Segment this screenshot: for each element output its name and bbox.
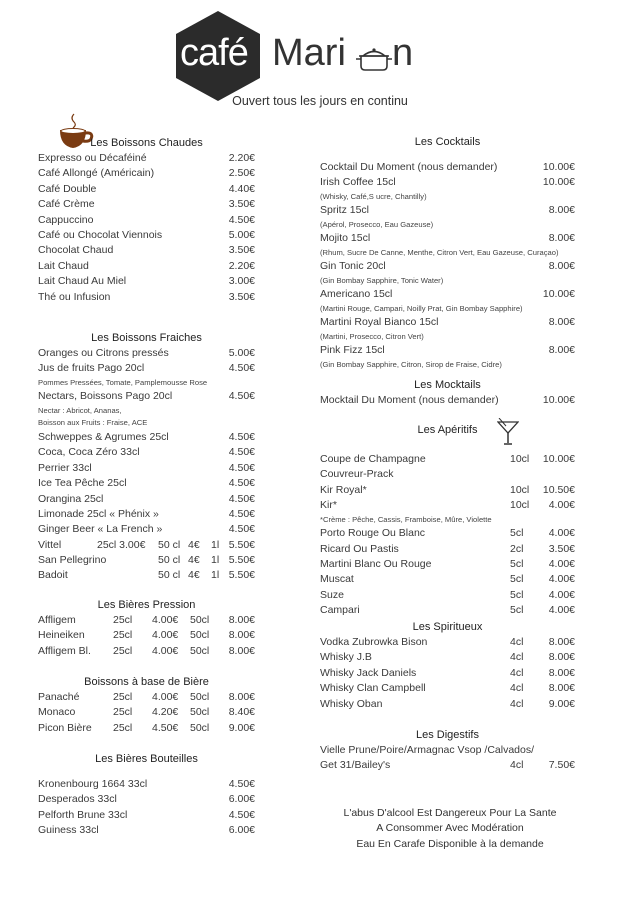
logo-marion-end: n — [392, 32, 414, 74]
item-name: Muscat — [320, 573, 354, 586]
menu-item — [38, 182, 255, 197]
large-size: 1l — [211, 569, 220, 582]
menu-item — [38, 445, 255, 460]
item-volume: 4cl — [510, 759, 524, 772]
item-price: 4.50€ — [228, 477, 255, 490]
item-name: Couvreur-Prack — [320, 468, 394, 481]
menu-item — [38, 389, 255, 404]
item-price: 9.00€ — [548, 697, 575, 710]
item-price: 8.00€ — [548, 344, 575, 357]
section-base — [38, 674, 255, 736]
item-name: Café Allongé (Américain) — [38, 167, 155, 180]
item-description: (Gin Bombay Sapphire, Tonic Water) — [320, 275, 444, 285]
item-price: 4.50€ — [228, 390, 255, 403]
menu-item — [38, 492, 255, 507]
item-price: 8.00€ — [548, 316, 575, 329]
menu-item — [320, 175, 575, 190]
item-price: 4.00€ — [548, 588, 575, 601]
logo-cafe: café — [180, 32, 248, 74]
section-hot — [38, 135, 255, 305]
item-price: 4.50€ — [228, 213, 255, 226]
item-price: 8.00€ — [228, 644, 255, 657]
item-name: Kir* — [320, 499, 337, 512]
footer-line: A Consommer Avec Modération — [376, 822, 524, 835]
menu-item — [38, 568, 255, 583]
menu-item — [320, 758, 575, 773]
large-size: 50cl — [190, 644, 210, 657]
item-price: 3.50€ — [228, 198, 255, 211]
item-name: Coca, Coca Zéro 33cl — [38, 446, 140, 459]
item-name: Thé ou Infusion — [38, 290, 111, 303]
item-price: 5.50€ — [228, 569, 255, 582]
item-price: 4.50€ — [228, 778, 255, 790]
item-price: 9.00€ — [228, 721, 255, 734]
item-name: Picon Bière — [38, 721, 92, 734]
menu-item — [38, 259, 255, 274]
section-mocktails — [320, 377, 575, 408]
menu-item — [38, 721, 255, 736]
item-price: 2.20€ — [228, 152, 255, 164]
item-description: (Apérol, Prosecco, Eau Gazeuse) — [320, 219, 434, 229]
item-name: Martini Blanc Ou Rouge — [320, 557, 432, 570]
item-name: Panaché — [38, 691, 80, 703]
item-name: Expresso ou Décaféiné — [38, 152, 147, 164]
menu-item — [38, 613, 255, 628]
item-price: 4.00€ — [548, 604, 575, 617]
item-name: Affligem Bl. — [38, 644, 91, 657]
menu-item — [320, 343, 575, 358]
section-title: Les Bières Pression — [97, 599, 196, 611]
item-price: 6.00€ — [228, 824, 255, 837]
item-price: 8.00€ — [548, 260, 575, 273]
menu-item — [38, 522, 255, 537]
item-volume: 10cl — [510, 483, 530, 496]
large-size: 50cl — [190, 629, 210, 642]
section-pression — [38, 597, 255, 659]
item-price: 10.00€ — [542, 288, 575, 301]
large-size: 50cl — [190, 706, 210, 719]
menu-item — [320, 635, 575, 650]
section-spirits — [320, 619, 575, 712]
item-volume: 4cl — [510, 666, 524, 679]
item-name: Martini Royal Bianco 15cl — [320, 316, 439, 329]
menu-item — [320, 526, 575, 541]
small-size: 25cl — [113, 614, 133, 626]
menu-item — [38, 538, 255, 553]
medium-price: 4€ — [188, 538, 200, 551]
item-name: Schweppes & Agrumes 25cl — [38, 430, 169, 443]
item-volume: 10cl — [510, 453, 530, 465]
item-name: Coupe de Champagne — [320, 453, 426, 465]
menu-item — [38, 690, 255, 705]
section-title: Les Spiritueux — [412, 621, 483, 633]
item-price: 4.00€ — [548, 557, 575, 570]
menu-item — [38, 430, 255, 445]
item-name: Cocktail Du Moment (nous demander) — [320, 161, 498, 173]
item-description: Boisson aux Fruits : Fraise, ACE — [38, 418, 148, 428]
menu-item — [38, 823, 255, 838]
menu-item — [320, 650, 575, 665]
small-size: 25cl — [113, 691, 133, 703]
large-size: 1l — [211, 538, 220, 551]
item-price: 4.00€ — [548, 573, 575, 586]
item-name: Kronenbourg 1664 33cl — [38, 778, 148, 790]
item-price: 3.00€ — [228, 275, 255, 288]
small-size: 25cl — [113, 706, 133, 719]
item-name: Vielle Prune/Poire/Armagnac Vsop /Calvados/ — [320, 744, 535, 756]
item-name: Americano 15cl — [320, 288, 393, 301]
menu-item — [38, 361, 255, 376]
small-price: 4.00€ — [152, 629, 179, 642]
menu-item — [320, 498, 575, 513]
item-name: Ricard Ou Pastis — [320, 542, 399, 555]
item-volume: 4cl — [510, 697, 524, 710]
item-name: Orangina 25cl — [38, 492, 104, 505]
item-price: 4.50€ — [228, 461, 255, 474]
item-name: Café ou Chocolat Viennois — [38, 228, 163, 241]
small-price: 4.00€ — [152, 691, 179, 703]
item-price: 5.00€ — [228, 347, 255, 359]
section-bottles — [38, 751, 255, 839]
item-volume: 10cl — [510, 499, 530, 512]
item-price: 4.50€ — [228, 492, 255, 505]
item-name: Ice Tea Pêche 25cl — [38, 477, 127, 490]
item-price: 7.50€ — [548, 759, 575, 772]
menu-item — [320, 681, 575, 696]
menu-item — [320, 572, 575, 587]
item-description: (Gin Bombay Sapphire, Citron, Sirop de Fraise, Cidre) — [320, 359, 502, 369]
item-price: 8.00€ — [548, 204, 575, 217]
footer-line: Eau En Carafe Disponible à la demande — [356, 837, 544, 850]
item-name: Whisky Clan Campbell — [320, 682, 426, 695]
footer-notice — [300, 806, 600, 852]
item-price: 4.50€ — [228, 808, 255, 821]
section-title: Les Boissons Fraiches — [91, 332, 202, 344]
item-name: Chocolat Chaud — [38, 244, 114, 257]
menu-item — [38, 628, 255, 643]
item-price: 10.00€ — [542, 394, 575, 406]
menu-item — [38, 777, 255, 792]
menu-item — [320, 160, 575, 175]
item-description: *Crème : Pêche, Cassis, Framboise, Mûre, Violette — [320, 514, 492, 524]
medium-price: 4€ — [188, 569, 200, 582]
menu-item — [320, 542, 575, 557]
item-name: Whisky J.B — [320, 651, 372, 664]
item-price: 4.40€ — [228, 182, 255, 195]
menu-item — [38, 507, 255, 522]
item-name: Vittel — [38, 538, 62, 551]
item-name: Porto Rouge Ou Blanc — [320, 527, 426, 540]
item-name: Perrier 33cl — [38, 461, 92, 474]
menu-item — [320, 666, 575, 681]
item-name: Café Double — [38, 182, 97, 195]
small-price: 4.00€ — [152, 644, 179, 657]
item-name: San Pellegrino — [38, 554, 107, 567]
item-volume: 5cl — [510, 557, 524, 570]
item-name: Lait Chaud Au Miel — [38, 275, 127, 288]
item-price: 8.00€ — [548, 651, 575, 664]
item-price: 10.50€ — [542, 483, 575, 496]
menu-item — [38, 792, 255, 807]
item-name: Campari — [320, 604, 360, 617]
cooking-pot-icon — [355, 46, 393, 72]
menu-item — [38, 808, 255, 823]
medium-size: 50 cl — [158, 554, 181, 567]
item-name: Spritz 15cl — [320, 204, 370, 217]
menu-item — [320, 588, 575, 603]
menu-item — [320, 287, 575, 302]
item-price: 5.50€ — [228, 554, 255, 567]
section-title: Boissons à base de Bière — [84, 676, 209, 688]
item-name: Café Crème — [38, 198, 95, 211]
item-volume: 5cl — [510, 604, 524, 617]
item-name: Irish Coffee 15cl — [320, 176, 396, 189]
menu-item — [38, 644, 255, 659]
menu-item — [320, 452, 575, 467]
medium-size: 50 cl — [158, 538, 181, 551]
menu-item — [320, 697, 575, 712]
menu-item — [38, 705, 255, 720]
footer-line: L'abus D'alcool Est Dangereux Pour La Sante — [343, 807, 557, 819]
item-price: 8.00€ — [548, 636, 575, 648]
section-title: Les Digestifs — [416, 729, 479, 741]
item-price: 4.50€ — [228, 446, 255, 459]
item-name: Mojito 15cl — [320, 232, 371, 245]
small-price: 4.20€ — [152, 706, 179, 719]
item-price: 3.50€ — [228, 290, 255, 303]
item-price: 2.20€ — [228, 259, 255, 272]
item-price: 5.00€ — [228, 228, 255, 241]
item-name: Kir Royal* — [320, 483, 367, 496]
menu-item — [320, 483, 575, 498]
item-name: Heineiken — [38, 629, 85, 642]
menu-item — [320, 467, 575, 482]
item-name: Pink Fizz 15cl — [320, 344, 385, 357]
item-price: 4.50€ — [228, 430, 255, 443]
small-size: 25cl — [113, 629, 133, 642]
item-name: Jus de fruits Pago 20cl — [38, 362, 145, 375]
item-price: 5.50€ — [228, 538, 255, 551]
menu-item — [38, 166, 255, 181]
item-price: 4.50€ — [228, 523, 255, 536]
section-title: Les Bières Bouteilles — [95, 753, 198, 765]
menu-item — [320, 743, 575, 758]
item-price: 4.50€ — [228, 362, 255, 375]
item-price: 8.00€ — [548, 666, 575, 679]
opening-hours: Ouvert tous les jours en continu — [232, 94, 408, 108]
item-price: 8.00€ — [548, 682, 575, 695]
item-volume: 4cl — [510, 682, 524, 695]
menu-item — [38, 346, 255, 361]
item-volume: 4cl — [510, 651, 524, 664]
large-size: 50cl — [190, 721, 210, 734]
item-name: Guiness 33cl — [38, 824, 99, 837]
menu-item — [38, 228, 255, 243]
menu-item — [320, 393, 575, 408]
item-name: Whisky Jack Daniels — [320, 666, 417, 679]
item-name: Get 31/Bailey's — [320, 759, 391, 772]
section-title: Les Boissons Chaudes — [90, 137, 203, 149]
menu-item — [38, 290, 255, 305]
item-name: Lait Chaud — [38, 259, 89, 272]
item-name: Limonade 25cl « Phénix » — [38, 507, 159, 520]
item-price: 8.00€ — [228, 614, 255, 626]
small-size: 25cl — [113, 644, 133, 657]
menu-item — [320, 259, 575, 274]
item-price: 8.40€ — [228, 706, 255, 719]
section-title: Les Mocktails — [414, 379, 481, 391]
item-name: Oranges ou Citrons pressés — [38, 347, 169, 359]
item-name: Desperados 33cl — [38, 793, 117, 806]
item-price: 4.00€ — [548, 499, 575, 512]
section-digestifs — [320, 727, 575, 774]
item-name: Cappuccino — [38, 213, 94, 226]
item-name: Ginger Beer « La French » — [38, 523, 163, 536]
small-price: 4.00€ — [152, 614, 179, 626]
item-price: 10.00€ — [542, 453, 575, 465]
large-size: 50cl — [190, 614, 210, 626]
item-price: 10.00€ — [542, 161, 575, 173]
item-volume: 2cl — [510, 542, 524, 555]
item-volume: 5cl — [510, 573, 524, 586]
menu-item — [38, 274, 255, 289]
menu-item — [320, 315, 575, 330]
item-name: Suze — [320, 588, 344, 601]
item-price: 3.50€ — [228, 244, 255, 257]
item-price: 3.50€ — [548, 542, 575, 555]
item-price: 4.50€ — [228, 507, 255, 520]
small-size: 25cl — [113, 721, 133, 734]
menu-item — [38, 213, 255, 228]
item-price: 6.00€ — [228, 793, 255, 806]
menu-item — [320, 557, 575, 572]
item-volume: 4cl — [510, 636, 524, 648]
menu-item — [38, 476, 255, 491]
menu-item — [320, 231, 575, 246]
item-description: Nectar : Abricot, Ananas, — [38, 405, 122, 415]
menu-item — [38, 197, 255, 212]
small-price: 4.50€ — [152, 721, 179, 734]
small-size-price: 25cl 3.00€ — [97, 538, 146, 551]
item-description: (Whisky, Café,S ucre, Chantilly) — [320, 191, 427, 201]
large-size: 1l — [211, 554, 220, 567]
section-cold — [38, 330, 255, 584]
item-description: Pommes Pressées, Tomate, Pamplemousse Rose — [38, 377, 208, 387]
medium-price: 4€ — [188, 554, 200, 567]
item-price: 8.00€ — [228, 629, 255, 642]
cafe-marion-logo — [172, 10, 422, 102]
section-title: Les Cocktails — [414, 136, 481, 148]
menu-item — [320, 203, 575, 218]
item-name: Affligem — [38, 614, 76, 626]
item-name: Pelforth Brune 33cl — [38, 808, 128, 821]
item-price: 10.00€ — [542, 176, 575, 189]
item-description: (Martini Rouge, Campari, Noilly Prat, Gin Bombay Sapphire) — [320, 303, 523, 313]
item-price: 2.50€ — [228, 167, 255, 180]
medium-size: 50 cl — [158, 569, 181, 582]
menu-item — [38, 243, 255, 258]
item-name: Monaco — [38, 706, 76, 719]
item-volume: 5cl — [510, 588, 524, 601]
item-name: Vodka Zubrowka Bison — [320, 636, 428, 648]
item-description: (Martini, Prosecco, Citron Vert) — [320, 331, 424, 341]
item-volume: 5cl — [510, 527, 524, 540]
item-name: Gin Tonic 20cl — [320, 260, 386, 273]
menu-item — [38, 553, 255, 568]
item-price: 8.00€ — [548, 232, 575, 245]
menu-item — [38, 151, 255, 166]
menu-item — [38, 461, 255, 476]
item-name: Mocktail Du Moment (nous demander) — [320, 394, 499, 406]
item-price: 4.00€ — [548, 527, 575, 540]
item-name: Whisky Oban — [320, 697, 383, 710]
item-name: Nectars, Boissons Pago 20cl — [38, 390, 173, 403]
section-title: Les Apéritifs — [417, 424, 478, 436]
logo-marion: Mari — [272, 32, 346, 74]
item-price: 8.00€ — [228, 691, 255, 703]
item-name: Badoit — [38, 569, 68, 582]
menu-item — [320, 603, 575, 618]
large-size: 50cl — [190, 691, 210, 703]
section-cocktails — [320, 134, 575, 371]
item-description: (Rhum, Sucre De Canne, Menthe, Citron Vert, Eau Gazeuse, Curaçao) — [320, 247, 559, 257]
section-aperitifs — [320, 422, 575, 619]
